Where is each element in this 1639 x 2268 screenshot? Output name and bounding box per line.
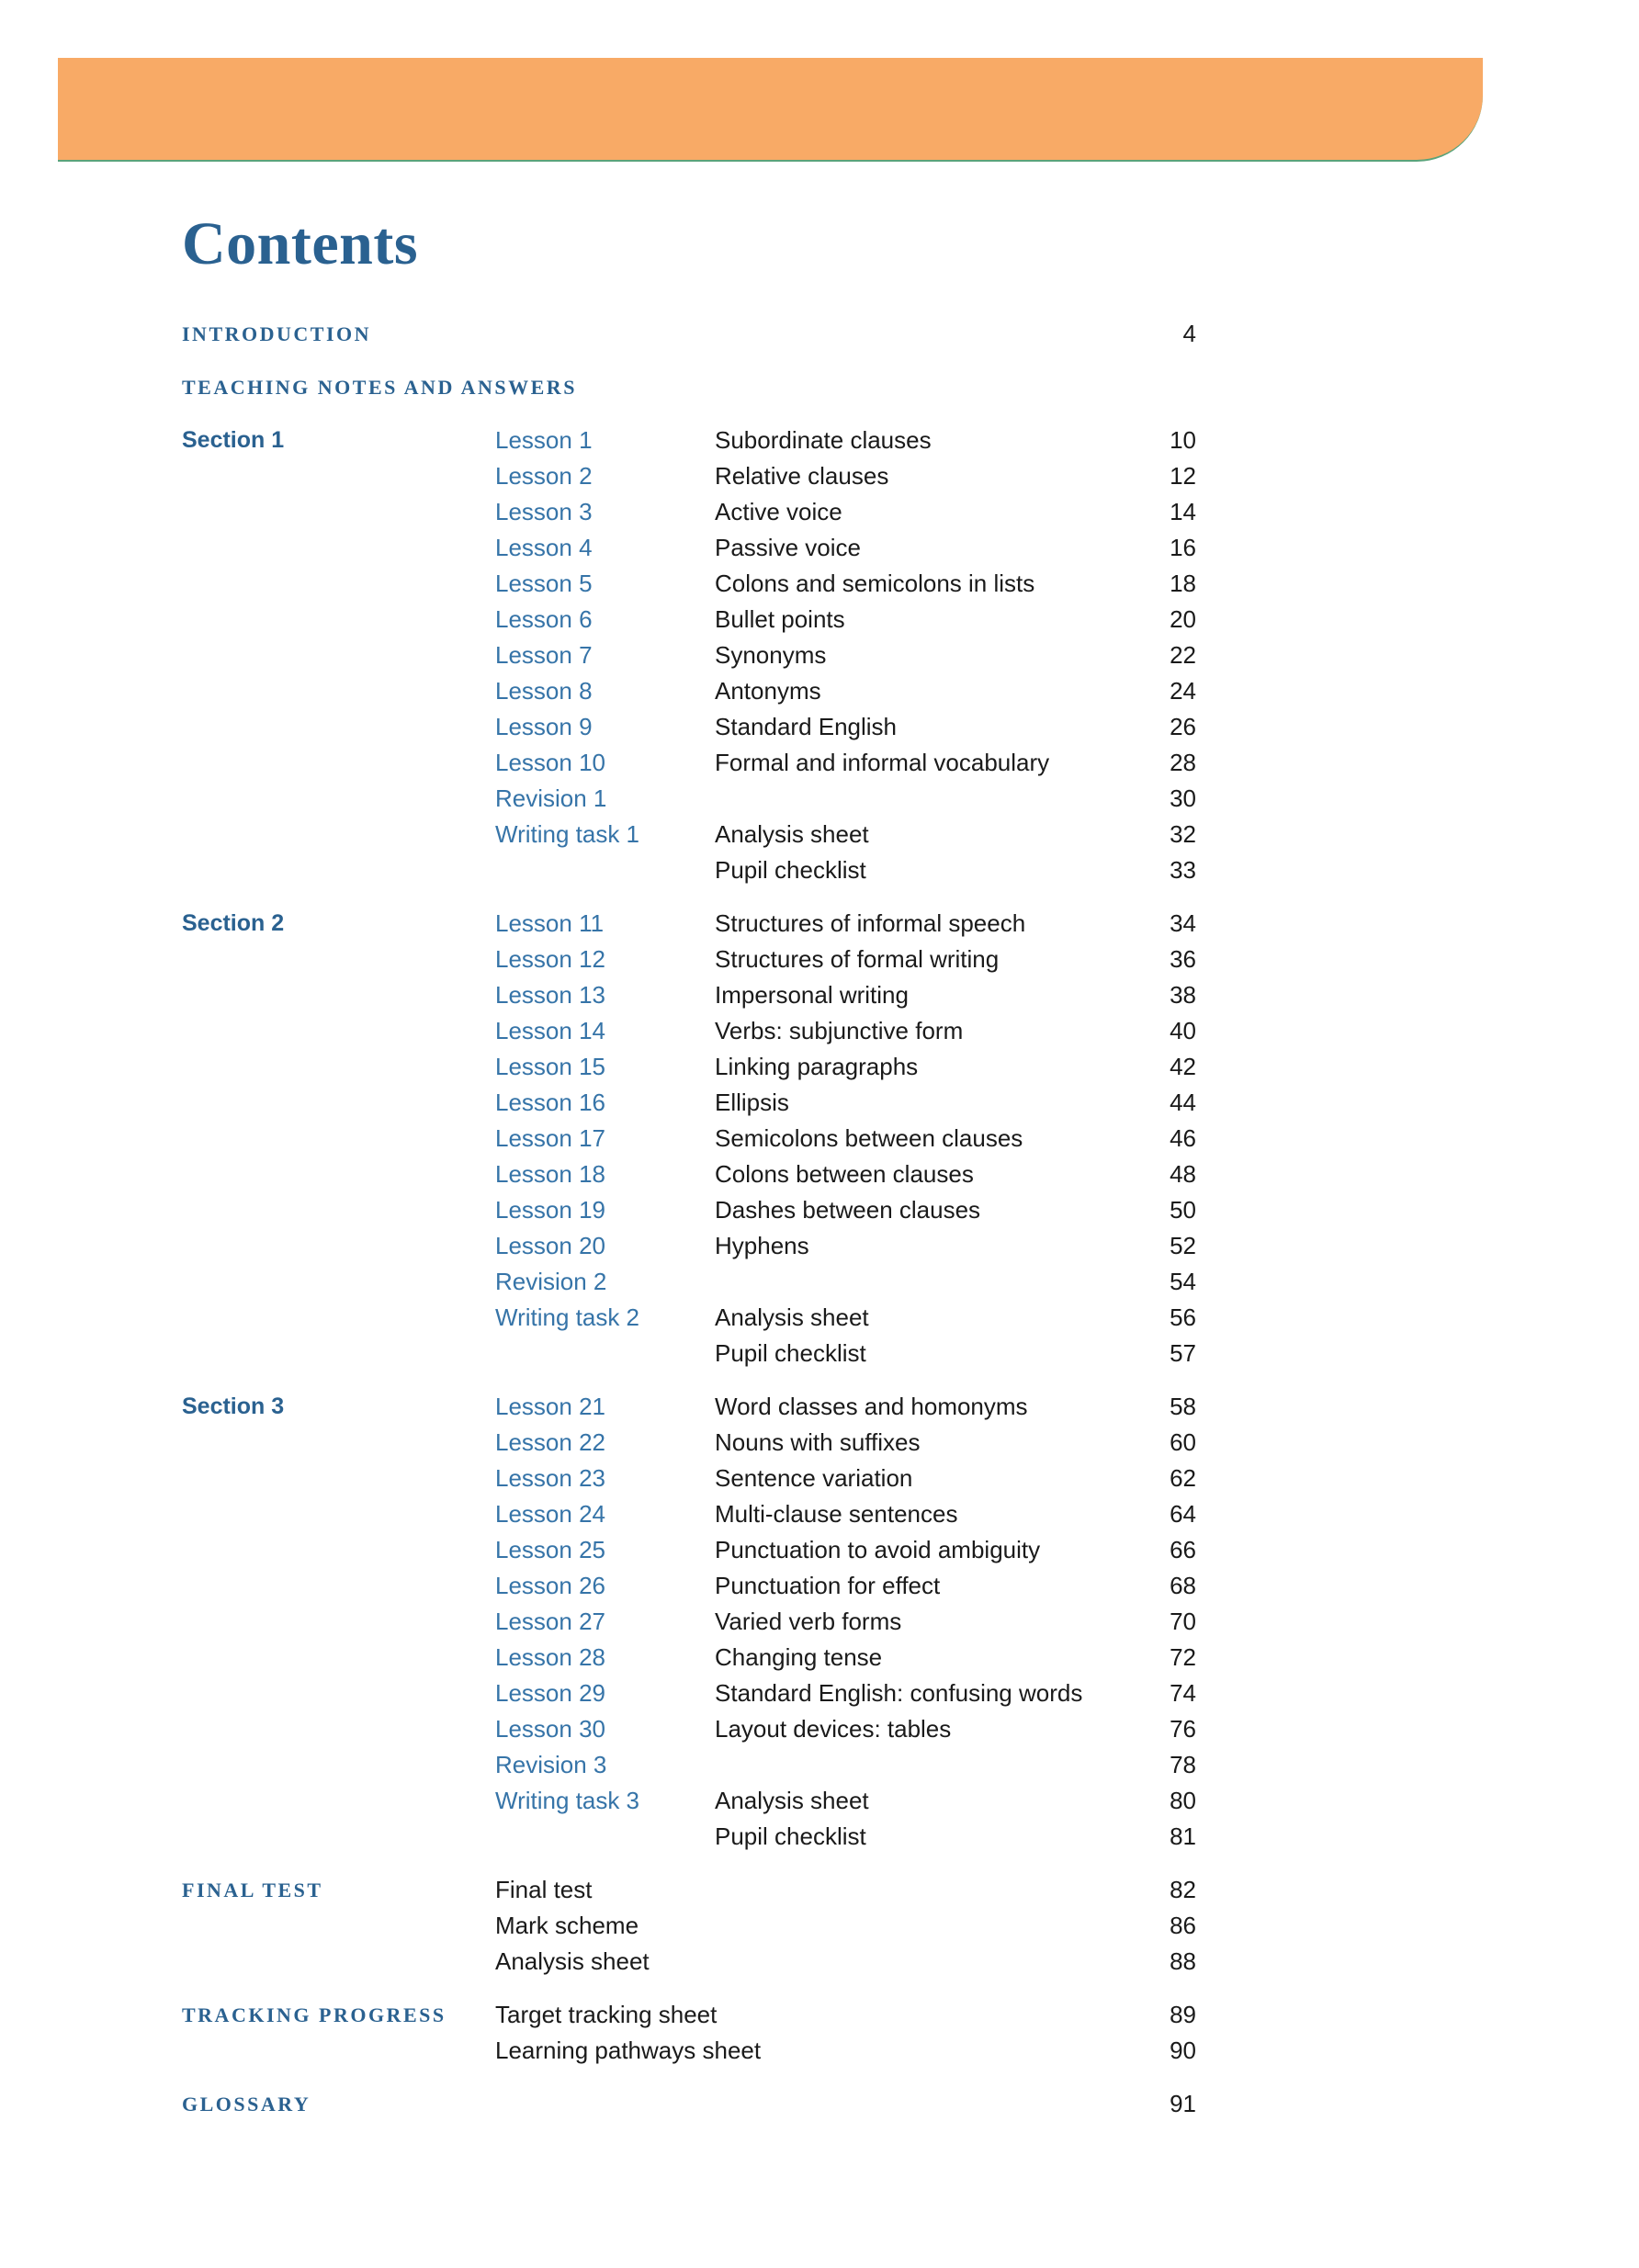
toc-entry[interactable] <box>0 1872 1639 1908</box>
page-number: 46 <box>1170 1124 1196 1152</box>
toc-entry[interactable] <box>0 906 1639 942</box>
toc-entry[interactable] <box>0 1604 1639 1640</box>
toc-entry[interactable] <box>0 2033 1639 2069</box>
page-number: 48 <box>1170 1160 1196 1188</box>
page-number: 22 <box>1170 641 1196 669</box>
toc-entry[interactable] <box>0 1228 1639 1264</box>
page-number: 18 <box>1170 570 1196 597</box>
lesson-label: Writing task 3 <box>495 1787 640 1814</box>
toc-group <box>0 1872 1639 1980</box>
toc-group <box>0 316 1639 352</box>
page-number: 40 <box>1170 1017 1196 1044</box>
lesson-label: Lesson 2 <box>495 462 593 490</box>
page-number: 4 <box>1182 320 1196 347</box>
toc-entry[interactable] <box>0 1568 1639 1604</box>
toc-entry[interactable] <box>0 1157 1639 1192</box>
toc-group <box>0 906 1639 1371</box>
entry-title: Analysis sheet <box>715 1303 869 1331</box>
page-number: 12 <box>1170 462 1196 490</box>
page-number: 50 <box>1170 1196 1196 1224</box>
toc-entry[interactable] <box>0 566 1639 602</box>
toc-entry[interactable] <box>0 852 1639 888</box>
page-number: 32 <box>1170 820 1196 848</box>
toc-entry[interactable] <box>0 1819 1639 1855</box>
entry-title: Semicolons between clauses <box>715 1124 1023 1152</box>
toc-entry[interactable] <box>0 1944 1639 1980</box>
lesson-label: Lesson 26 <box>495 1572 605 1599</box>
page-number: 54 <box>1170 1268 1196 1295</box>
page-number: 91 <box>1170 2090 1196 2117</box>
lesson-label: Lesson 13 <box>495 981 605 1009</box>
lesson-label: Lesson 30 <box>495 1715 605 1743</box>
page-title: Contents <box>182 210 419 277</box>
lesson-label: Lesson 7 <box>495 641 593 669</box>
page-number: 10 <box>1170 426 1196 454</box>
toc-entry[interactable] <box>0 709 1639 745</box>
section-heading: GLOSSARY <box>182 2093 311 2116</box>
page-number: 56 <box>1170 1303 1196 1331</box>
entry-title: Mark scheme <box>495 1912 639 1939</box>
toc-entry[interactable] <box>0 1461 1639 1496</box>
header-band <box>58 58 1483 162</box>
toc-entry[interactable] <box>0 781 1639 817</box>
page-number: 33 <box>1170 856 1196 884</box>
toc-entry[interactable] <box>0 1425 1639 1461</box>
section-heading: Section 2 <box>182 910 285 936</box>
toc-entry[interactable] <box>0 316 1639 352</box>
page-number: 64 <box>1170 1500 1196 1528</box>
section-heading: TRACKING PROGRESS <box>182 2003 446 2026</box>
page-number: 78 <box>1170 1751 1196 1778</box>
lesson-label: Lesson 16 <box>495 1089 605 1116</box>
page-number: 57 <box>1170 1339 1196 1367</box>
entry-title: Formal and informal vocabulary <box>715 749 1050 776</box>
toc-group <box>0 423 1639 888</box>
toc-entry[interactable] <box>0 1336 1639 1371</box>
lesson-label: Lesson 8 <box>495 677 593 705</box>
lesson-label: Lesson 27 <box>495 1608 605 1635</box>
entry-title: Active voice <box>715 498 842 525</box>
page-number: 90 <box>1170 2037 1196 2064</box>
lesson-label: Lesson 12 <box>495 945 605 973</box>
entry-title: Target tracking sheet <box>495 2001 718 2028</box>
toc-entry[interactable] <box>0 1300 1639 1336</box>
page-number: 58 <box>1170 1393 1196 1420</box>
toc-group <box>0 1389 1639 1855</box>
page-number: 70 <box>1170 1608 1196 1635</box>
lesson-label: Lesson 3 <box>495 498 593 525</box>
lesson-label: Lesson 29 <box>495 1679 605 1707</box>
entry-title: Word classes and homonyms <box>715 1393 1028 1420</box>
entry-title: Passive voice <box>715 534 861 561</box>
entry-title: Bullet points <box>715 605 845 633</box>
toc-group <box>0 1997 1639 2069</box>
toc-entry[interactable] <box>0 458 1639 494</box>
entry-title: Punctuation to avoid ambiguity <box>715 1536 1041 1563</box>
lesson-label: Lesson 19 <box>495 1196 605 1224</box>
lesson-label: Writing task 2 <box>495 1303 640 1331</box>
toc-entry[interactable] <box>0 638 1639 673</box>
page-number: 72 <box>1170 1643 1196 1671</box>
page-number: 89 <box>1170 2001 1196 2028</box>
lesson-label: Lesson 21 <box>495 1393 605 1420</box>
toc-entry[interactable] <box>0 369 1639 405</box>
page-number: 82 <box>1170 1876 1196 1903</box>
lesson-label: Lesson 24 <box>495 1500 605 1528</box>
lesson-label: Revision 1 <box>495 784 607 812</box>
page-number: 26 <box>1170 713 1196 740</box>
page-number: 74 <box>1170 1679 1196 1707</box>
entry-title: Sentence variation <box>715 1464 913 1492</box>
entry-title: Learning pathways sheet <box>495 2037 762 2064</box>
entry-title: Standard English <box>715 713 898 740</box>
lesson-label: Lesson 20 <box>495 1232 605 1259</box>
table-of-contents <box>0 316 1639 2122</box>
entry-title: Final test <box>495 1876 593 1903</box>
lesson-label: Lesson 15 <box>495 1053 605 1080</box>
toc-entry[interactable] <box>0 977 1639 1013</box>
page-number: 44 <box>1170 1089 1196 1116</box>
toc-entry[interactable] <box>0 1192 1639 1228</box>
entry-title: Standard English: confusing words <box>715 1679 1083 1707</box>
toc-entry[interactable] <box>0 1908 1639 1944</box>
toc-entry[interactable] <box>0 1997 1639 2033</box>
entry-title: Impersonal writing <box>715 981 909 1009</box>
lesson-label: Lesson 28 <box>495 1643 605 1671</box>
page-number: 34 <box>1170 909 1196 937</box>
lesson-label: Writing task 1 <box>495 820 640 848</box>
page-number: 30 <box>1170 784 1196 812</box>
lesson-label: Lesson 22 <box>495 1428 605 1456</box>
page-number: 36 <box>1170 945 1196 973</box>
page-number: 38 <box>1170 981 1196 1009</box>
entry-title: Colons and semicolons in lists <box>715 570 1035 597</box>
toc-entry[interactable] <box>0 1013 1639 1049</box>
entry-title: Pupil checklist <box>715 1822 866 1850</box>
toc-entry[interactable] <box>0 1676 1639 1711</box>
toc-entry[interactable] <box>0 673 1639 709</box>
toc-entry[interactable] <box>0 745 1639 781</box>
section-heading: Section 3 <box>182 1394 285 1419</box>
toc-entry[interactable] <box>0 530 1639 566</box>
toc-group <box>0 369 1639 405</box>
lesson-label: Lesson 10 <box>495 749 605 776</box>
page-number: 66 <box>1170 1536 1196 1563</box>
page-number: 62 <box>1170 1464 1196 1492</box>
toc-entry[interactable] <box>0 1085 1639 1121</box>
entry-title: Synonyms <box>715 641 827 669</box>
page-number: 24 <box>1170 677 1196 705</box>
lesson-label: Lesson 14 <box>495 1017 605 1044</box>
toc-entry[interactable] <box>0 602 1639 638</box>
toc-entry[interactable] <box>0 1389 1639 1425</box>
entry-title: Colons between clauses <box>715 1160 974 1188</box>
entry-title: Changing tense <box>715 1643 883 1671</box>
toc-entry[interactable] <box>0 1640 1639 1676</box>
entry-title: Dashes between clauses <box>715 1196 981 1224</box>
toc-entry[interactable] <box>0 1532 1639 1568</box>
page-number: 16 <box>1170 534 1196 561</box>
toc-entry[interactable] <box>0 1783 1639 1819</box>
section-heading: Section 1 <box>182 427 285 453</box>
toc-group <box>0 2086 1639 2122</box>
lesson-label: Lesson 1 <box>495 426 593 454</box>
section-heading: INTRODUCTION <box>182 322 372 345</box>
lesson-label: Lesson 25 <box>495 1536 605 1563</box>
lesson-label: Revision 3 <box>495 1751 607 1778</box>
toc-entry[interactable] <box>0 1264 1639 1300</box>
entry-title: Subordinate clauses <box>715 426 932 454</box>
page-number: 68 <box>1170 1572 1196 1599</box>
entry-title: Multi-clause sentences <box>715 1500 958 1528</box>
entry-title: Varied verb forms <box>715 1608 902 1635</box>
entry-title: Analysis sheet <box>715 1787 869 1814</box>
section-heading: TEACHING NOTES AND ANSWERS <box>182 376 577 399</box>
page-number: 52 <box>1170 1232 1196 1259</box>
toc-entry[interactable] <box>0 1496 1639 1532</box>
entry-title: Antonyms <box>715 677 821 705</box>
page-number: 76 <box>1170 1715 1196 1743</box>
entry-title: Analysis sheet <box>495 1947 650 1975</box>
entry-title: Punctuation for effect <box>715 1572 941 1599</box>
entry-title: Verbs: subjunctive form <box>715 1017 964 1044</box>
entry-title: Pupil checklist <box>715 1339 866 1367</box>
lesson-label: Lesson 6 <box>495 605 593 633</box>
page-number: 60 <box>1170 1428 1196 1456</box>
toc-entry[interactable] <box>0 1121 1639 1157</box>
entry-title: Analysis sheet <box>715 820 869 848</box>
toc-entry[interactable] <box>0 1049 1639 1085</box>
toc-entry[interactable] <box>0 423 1639 458</box>
lesson-label: Lesson 11 <box>495 909 605 937</box>
page-number: 28 <box>1170 749 1196 776</box>
entry-title: Hyphens <box>715 1232 809 1259</box>
entry-title: Ellipsis <box>715 1089 789 1116</box>
page-number: 80 <box>1170 1787 1196 1814</box>
toc-entry[interactable] <box>0 1747 1639 1783</box>
entry-title: Relative clauses <box>715 462 889 490</box>
lesson-label: Lesson 9 <box>495 713 593 740</box>
entry-title: Structures of informal speech <box>715 909 1026 937</box>
toc-entry[interactable] <box>0 1711 1639 1747</box>
entry-title: Structures of formal writing <box>715 945 1000 973</box>
page-number: 86 <box>1170 1912 1196 1939</box>
page-number: 81 <box>1170 1822 1196 1850</box>
page-number: 20 <box>1170 605 1196 633</box>
lesson-label: Lesson 5 <box>495 570 593 597</box>
toc-entry[interactable] <box>0 817 1639 852</box>
section-heading: FINAL TEST <box>182 1879 323 1901</box>
page-number: 88 <box>1170 1947 1196 1975</box>
lesson-label: Lesson 4 <box>495 534 593 561</box>
page-number: 42 <box>1170 1053 1196 1080</box>
toc-entry[interactable] <box>0 942 1639 977</box>
page-number: 14 <box>1170 498 1196 525</box>
entry-title: Nouns with suffixes <box>715 1428 921 1456</box>
toc-entry[interactable] <box>0 494 1639 530</box>
lesson-label: Lesson 17 <box>495 1124 605 1152</box>
lesson-label: Lesson 23 <box>495 1464 605 1492</box>
toc-entry[interactable] <box>0 2086 1639 2122</box>
entry-title: Pupil checklist <box>715 856 866 884</box>
lesson-label: Lesson 18 <box>495 1160 605 1188</box>
lesson-label: Revision 2 <box>495 1268 607 1295</box>
entry-title: Linking paragraphs <box>715 1053 919 1080</box>
entry-title: Layout devices: tables <box>715 1715 952 1743</box>
